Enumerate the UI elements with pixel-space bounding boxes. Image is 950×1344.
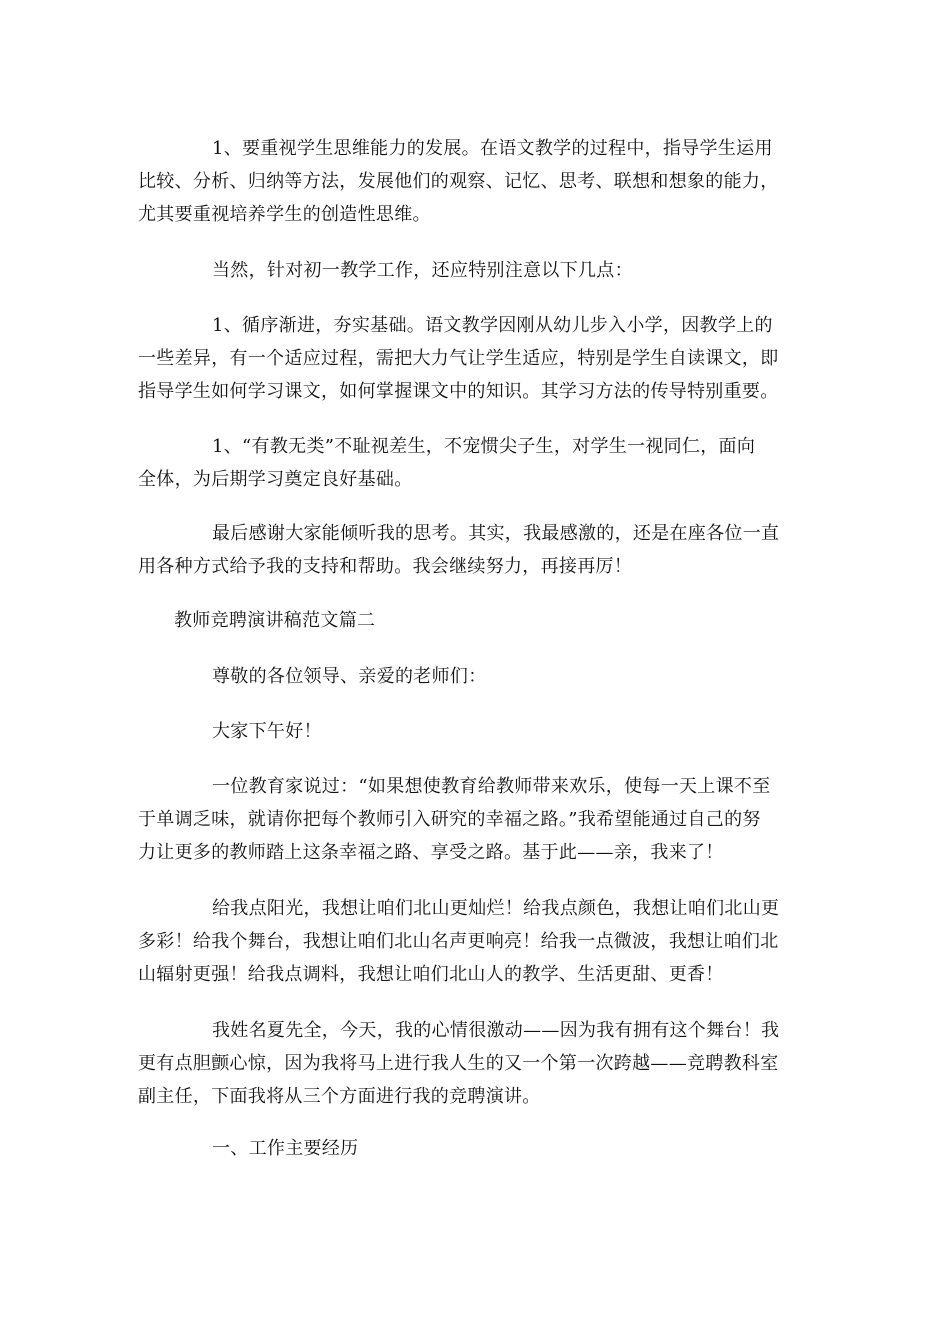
- paragraph-line: 于单调乏味，就请你把每个教师引入研究的幸福之路。”我希望能通过自己的努: [138, 809, 761, 830]
- paragraph-good-afternoon: [138, 715, 814, 748]
- paragraph-line: 大家下午好！: [212, 721, 322, 742]
- paragraph-line: 尊敬的各位领导、亲爱的老师们：: [212, 666, 487, 687]
- paragraph-line: 1、循序渐进，夯实基础。语文教学因刚从幼儿步入小学，因教学上的: [212, 315, 773, 336]
- paragraph-line: 全体，为后期学习奠定良好基础。: [138, 469, 413, 490]
- paragraph-teach-all: [138, 430, 814, 496]
- paragraph-step-by-step: [138, 309, 814, 408]
- paragraph-line: 比较、分析、归纳等方法，发展他们的观察、记忆、思考、联想和想象的能力，: [138, 171, 779, 192]
- paragraph-line: 最后感谢大家能倾听我的思考。其实，我最感激的，还是在座各位一直: [212, 523, 780, 544]
- paragraph-line: 给我点阳光，我想让咱们北山更灿烂！给我点颜色，我想让咱们北山更: [212, 898, 780, 919]
- paragraph-grade-one-notes: [138, 254, 814, 287]
- paragraph-line: 指导学生如何学习课文，如何掌握课文中的知识。其学习方法的传导特别重要。: [138, 381, 779, 402]
- paragraph-line: 更有点胆颤心惊，因为我将马上进行我人生的又一个第一次跨越——竞聘教科室: [138, 1053, 779, 1074]
- paragraph-thinking-ability: [138, 132, 814, 231]
- paragraph-give-me-sunshine: [138, 892, 814, 991]
- paragraph-line: 一、工作主要经历: [212, 1138, 359, 1159]
- paragraph-line: 山辐射更强！给我点调料，我想让咱们北山人的教学、生活更甜、更香！: [138, 964, 724, 985]
- paragraph-work-experience-heading: [138, 1132, 814, 1165]
- paragraph-educator-quote: [138, 770, 814, 869]
- paragraph-line: 一位教育家说过：“如果想使教育给教师带来欢乐，使每一天上课不至: [212, 776, 771, 797]
- paragraph-greeting-leaders: [138, 660, 814, 693]
- paragraph-thanks: [138, 517, 814, 583]
- paragraph-line: 副主任，下面我将从三个方面进行我的竞聘演讲。: [138, 1086, 541, 1107]
- paragraph-line: 力让更多的教师踏上这条幸福之路、享受之路。基于此——亲，我来了！: [138, 842, 724, 863]
- section-title: 教师竞聘演讲稿范文篇二: [174, 610, 376, 631]
- paragraph-line: 1、要重视学生思维能力的发展。在语文教学的过程中，指导学生运用: [212, 138, 773, 159]
- paragraph-self-introduction: [138, 1014, 814, 1113]
- paragraph-line: 当然，针对初一教学工作，还应特别注意以下几点：: [212, 260, 633, 281]
- paragraph-line: 一些差异，有一个适应过程，需把大力气让学生适应，特别是学生自读课文，即: [138, 348, 779, 369]
- paragraph-line: 1、“有教无类”不耻视差生，不宠惯尖子生，对学生一视同仁，面向: [212, 436, 756, 457]
- paragraph-line: 用各种方式给予我的支持和帮助。我会继续努力，再接再厉！: [138, 556, 633, 577]
- paragraph-line: 尤其要重视培养学生的创造性思维。: [138, 204, 431, 225]
- paragraph-line: 我姓名夏先全，今天，我的心情很激动——因为我有拥有这个舞台！我: [212, 1020, 780, 1041]
- paragraph-line: 多彩！给我个舞台，我想让咱们北山名声更响亮！给我一点微波，我想让咱们北: [138, 931, 779, 952]
